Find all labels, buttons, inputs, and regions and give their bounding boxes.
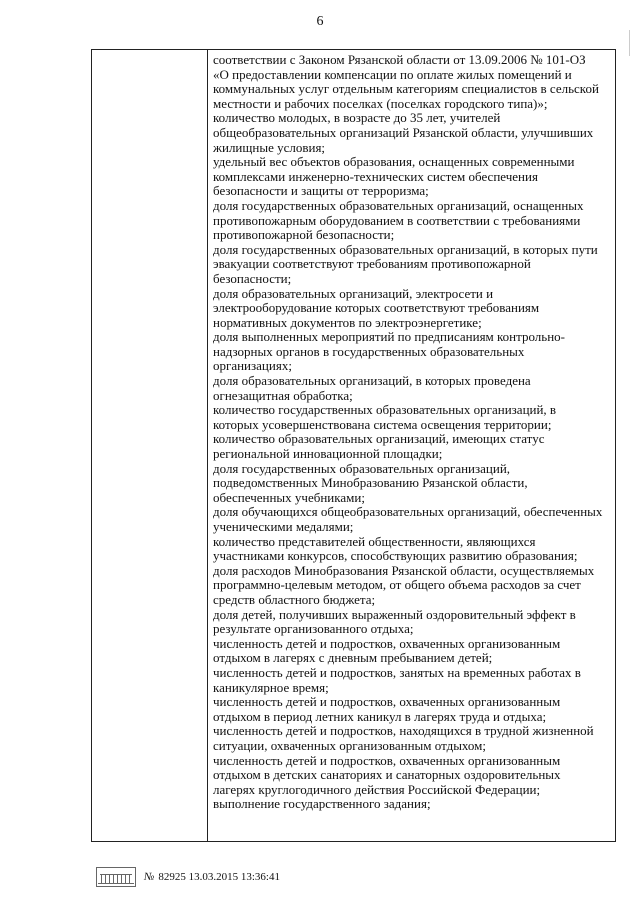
text-line: доля расходов Минобразования Рязанской области, осуществляемых: [213, 562, 595, 578]
column-divider: [207, 50, 208, 841]
text-line: количество молодых, в возрасте до 35 лет, учителей: [213, 110, 501, 126]
text-line: надзорных органов в государственных образовательных: [213, 343, 525, 359]
text-line: огнезащитная обработка;: [213, 387, 353, 403]
text-line: результате организованного отдыха;: [213, 621, 414, 637]
text-line: обеспеченных учебниками;: [213, 489, 365, 505]
text-line: соответствии с Законом Рязанской области от 13.09.2006 № 101-ОЗ: [213, 52, 586, 67]
table-cell-text: [213, 53, 613, 812]
text-line: численность детей и подростков, находящихся в трудной жизненной: [213, 723, 594, 739]
text-line: которых усовершенствована система освещения территории;: [213, 416, 552, 432]
text-line: организациях;: [213, 358, 292, 374]
text-line: противопожарной безопасности;: [213, 227, 395, 243]
text-line: количество образовательных организаций, имеющих статус: [213, 431, 545, 447]
scan-edge-mark: [629, 30, 636, 56]
text-line: доля обучающихся общеобразовательных организаций, обеспеченных: [213, 504, 603, 520]
text-line: ученическими медалями;: [213, 519, 354, 534]
building-stamp-icon: [96, 867, 136, 887]
text-line: численность детей и подростков, охваченных организованным: [213, 752, 561, 768]
text-line: отдыхом в детских санаториях и санаторных оздоровительных: [213, 767, 561, 783]
text-line: доля выполненных мероприятий по предписаниям контрольно-: [213, 329, 566, 345]
text-line: ситуации, охваченных организованным отдыхом;: [213, 737, 487, 753]
text-line: комплексами инженерно-технических систем обеспечения: [213, 168, 538, 184]
text-line: доля образовательных организаций, электросети и: [213, 285, 494, 301]
text-line: «О предоставлении компенсации по оплате жилых помещений и: [213, 66, 572, 82]
text-line: удельный вес объектов образования, оснащенных современными: [213, 154, 575, 170]
registration-footer: [96, 866, 280, 888]
page-number: 6: [316, 14, 324, 29]
text-line: коммунальных услуг отдельным категориям специалистов в сельской: [213, 81, 599, 97]
text-line: количество представителей общественности, являющихся: [213, 533, 536, 549]
text-line: подведомственных Минобразованию Рязанской области,: [213, 475, 528, 491]
text-line: эвакуации соответствуют требованиям противопожарной: [213, 256, 531, 272]
text-line: противопожарным оборудованием в соответствии с требованиями: [213, 212, 581, 228]
text-line: отдыхом в лагерях с дневным пребыванием детей;: [213, 650, 493, 666]
text-line: численность детей и подростков, охваченных организованным: [213, 694, 561, 710]
document-table: [91, 49, 616, 842]
text-line: численность детей и подростков, занятых на временных работах в: [213, 664, 581, 680]
registration-prefix: №: [144, 871, 155, 883]
text-line: лагерях круглогодичного действия Российской Федерации;: [213, 781, 541, 797]
text-line: общеобразовательных организаций Рязанской области, улучшивших: [213, 124, 594, 140]
text-line: численность детей и подростков, охваченных организованным: [213, 635, 561, 651]
text-line: выполнение государственного задания;: [213, 796, 431, 812]
text-line: количество государственных образовательных организаций, в: [213, 402, 557, 418]
text-line: доля детей, получивших выраженный оздоровительный эффект в: [213, 606, 576, 622]
text-line: безопасности и защиты от терроризма;: [213, 183, 429, 199]
text-line: отдыхом в период летних каникул в лагерях труда и отдыха;: [213, 708, 547, 724]
text-line: доля образовательных организаций, в которых проведена: [213, 373, 531, 389]
text-line: нормативных документов по электроэнергетике;: [213, 314, 482, 330]
text-line: доля государственных образовательных организаций, оснащенных: [213, 197, 584, 213]
text-line: безопасности;: [213, 270, 292, 286]
registration-number: 82925 13.03.2015 13:36:41: [158, 871, 280, 883]
text-line: местности и рабочих поселках (поселках городского типа)»;: [213, 95, 548, 111]
text-line: доля государственных образовательных организаций, в которых пути: [213, 241, 598, 257]
text-line: участниками конкурсов, способствующих развитию образования;: [213, 548, 578, 564]
text-line: доля государственных образовательных организаций,: [213, 460, 511, 476]
text-line: средств областного бюджета;: [213, 591, 376, 607]
text-line: электрооборудование которых соответствуют требованиям: [213, 300, 540, 316]
text-line: региональной инновационной площадки;: [213, 446, 443, 462]
text-line: каникулярное время;: [213, 679, 329, 695]
text-line: жилищные условия;: [213, 139, 326, 155]
text-line: программно-целевым методом, от общего объема расходов за счет: [213, 577, 581, 593]
